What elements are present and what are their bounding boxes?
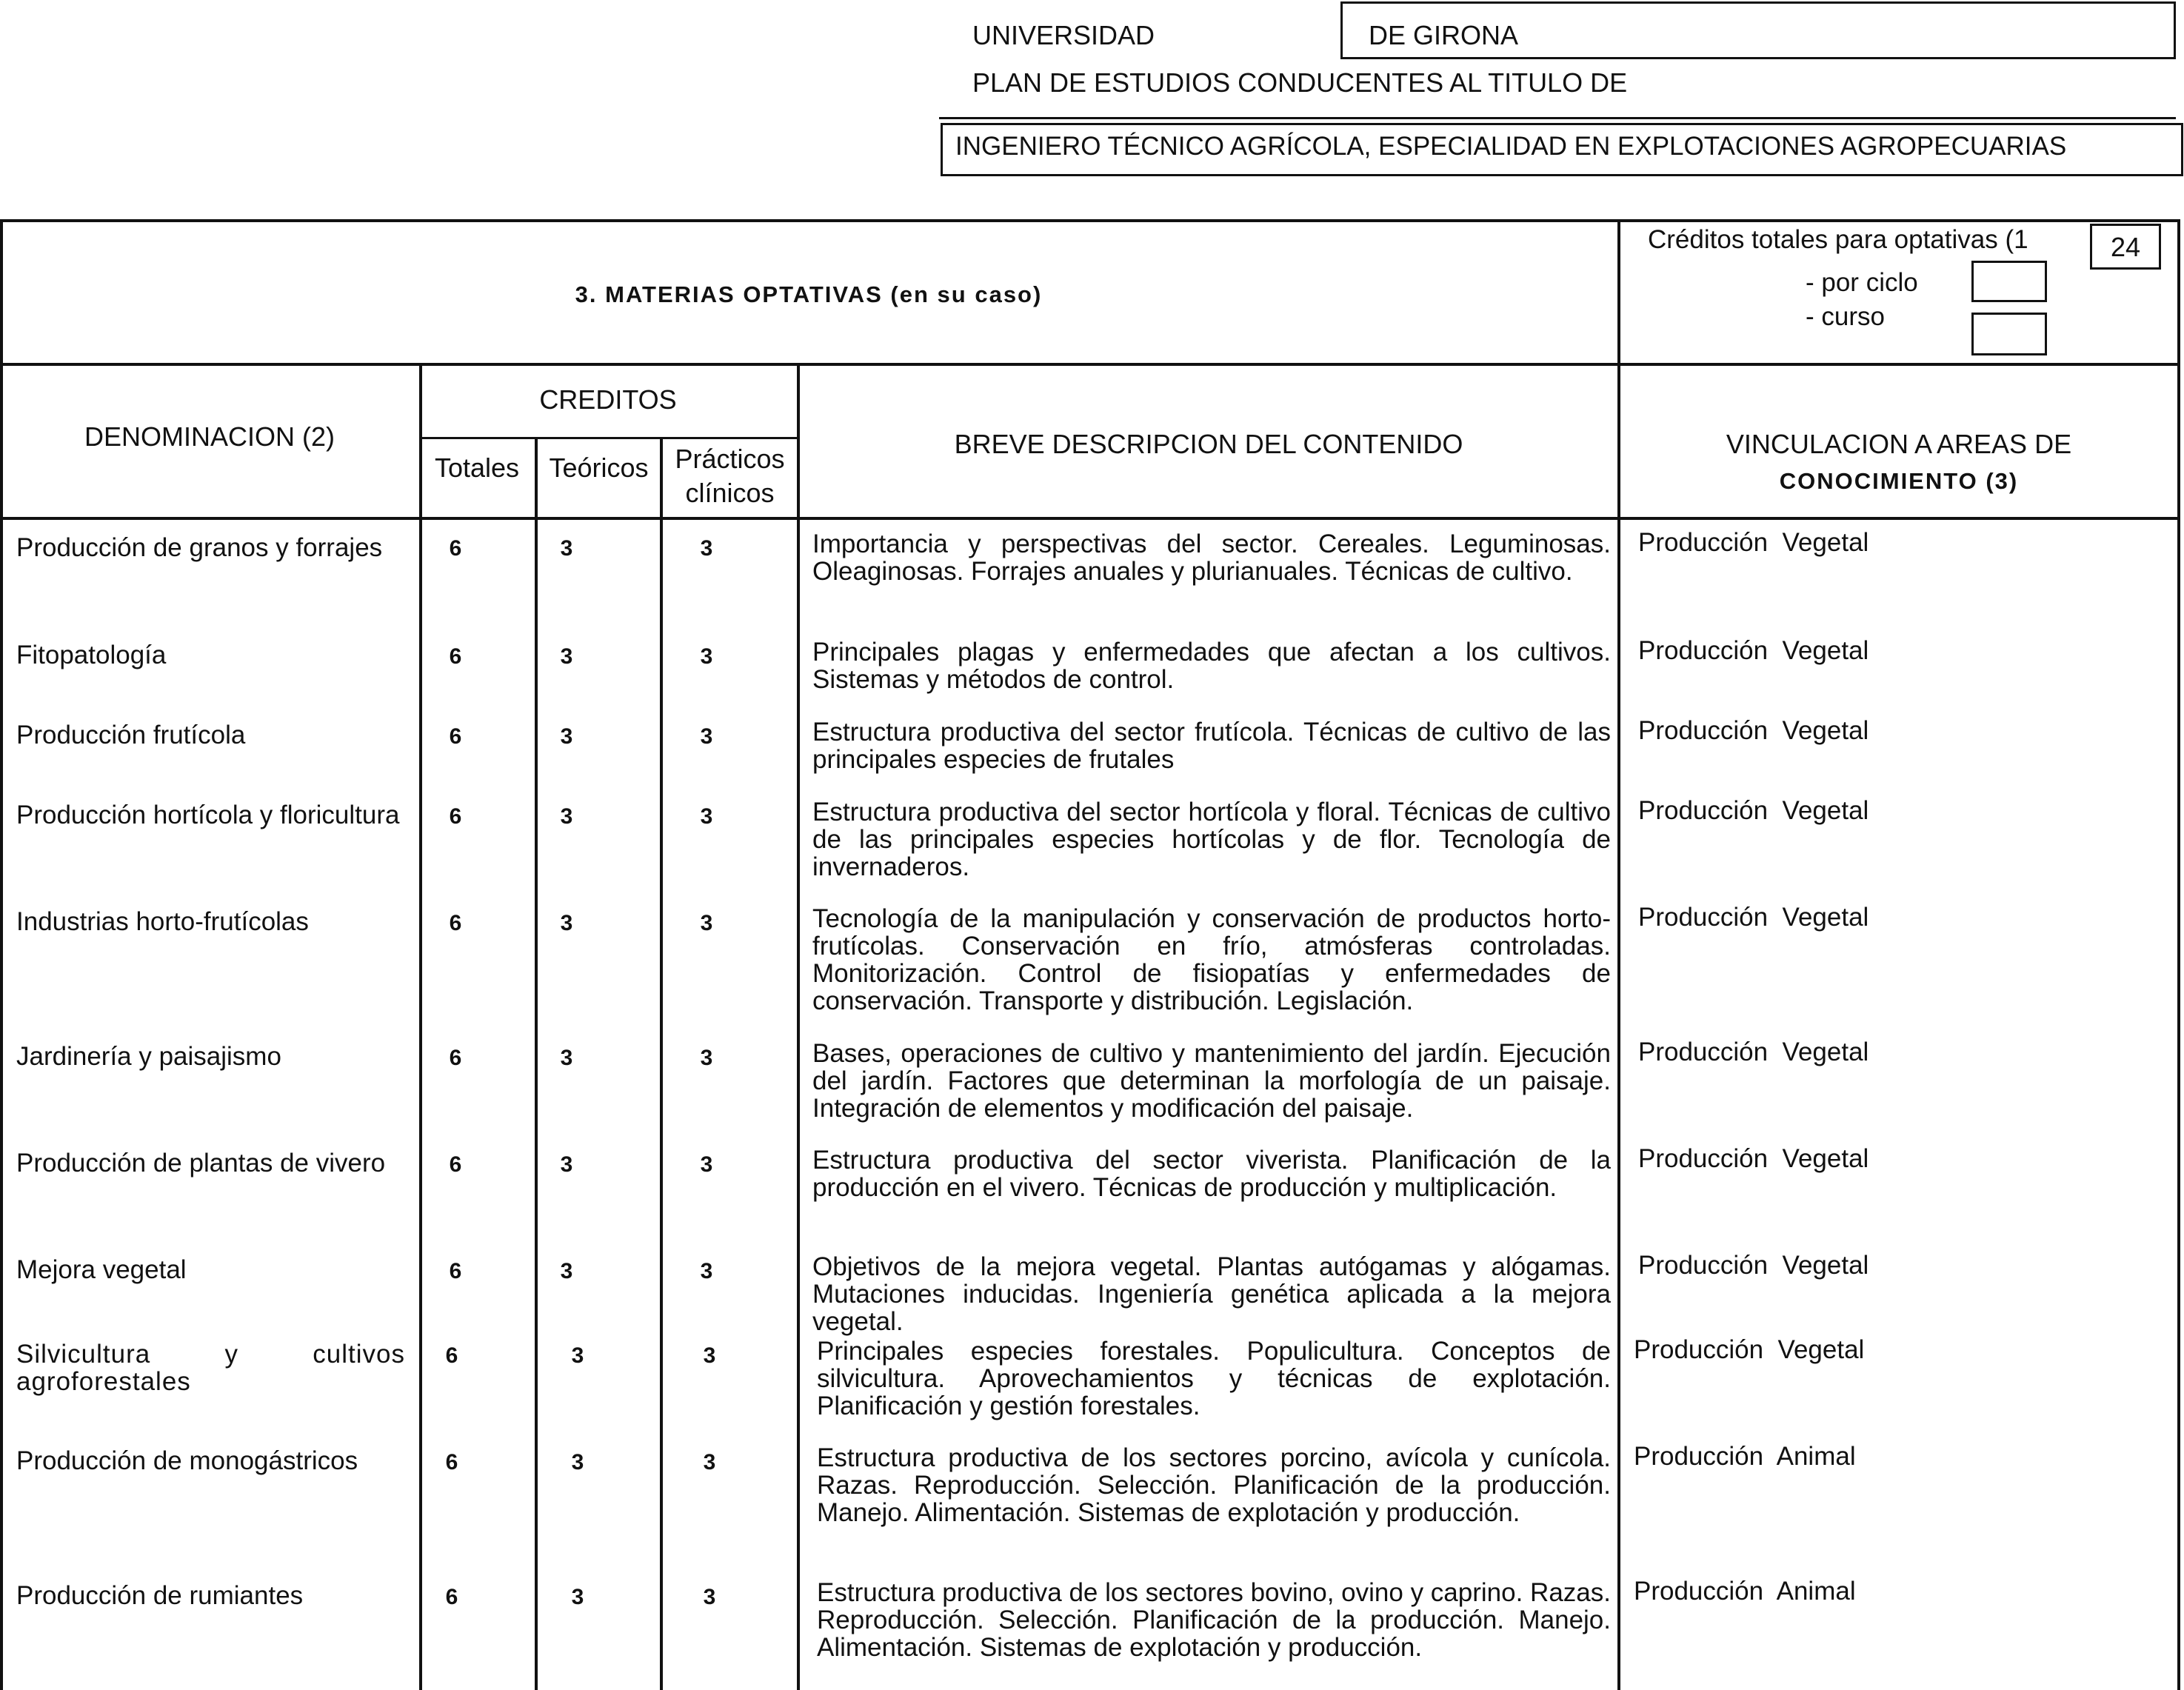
row-totales: 6	[449, 724, 462, 749]
row-totales: 6	[449, 1046, 462, 1070]
table-top-line	[0, 219, 2180, 222]
curso-box	[1971, 313, 2047, 355]
row-totales: 6	[449, 804, 462, 829]
teoricos-header: Teóricos	[549, 453, 649, 483]
row-descripcion: Estructura productiva del sector hortícola y floral. Técnicas de cultivo de las principales especies hortícolas y de flor. Tecnología de invernaderos.	[812, 798, 1611, 881]
row-totales: 6	[449, 536, 462, 561]
row-denominacion: Jardinería y paisajismo	[16, 1042, 281, 1071]
row-teoricos: 3	[560, 644, 573, 669]
por-ciclo-box	[1971, 261, 2047, 302]
vinculacion-header-line1: VINCULACION A AREAS DE	[1726, 429, 2072, 459]
row-practicos: 3	[700, 536, 713, 561]
table-right-line	[2177, 219, 2180, 1690]
row-totales: 6	[445, 1343, 458, 1368]
creditos-subheader-line	[419, 437, 797, 439]
row-totales: 6	[449, 644, 462, 669]
practicos-header-line1: Prácticos	[675, 444, 785, 474]
descripcion-header: BREVE DESCRIPCION DEL CONTENIDO	[954, 429, 1463, 459]
descripcion-divider	[797, 363, 800, 1690]
por-ciclo-label: - por ciclo	[1806, 268, 1918, 297]
row-area: Producción Vegetal	[1638, 1251, 1869, 1280]
row-totales: 6	[449, 1259, 462, 1283]
section-title: 3. MATERIAS OPTATIVAS (en su caso)	[575, 281, 1043, 307]
row-practicos: 3	[700, 1259, 713, 1283]
row-teoricos: 3	[560, 1152, 573, 1177]
row-denominacion: Silvicultura y cultivos agroforestales	[16, 1340, 405, 1396]
row-practicos: 3	[700, 644, 713, 669]
row-denominacion: Producción de monogástricos	[16, 1446, 358, 1475]
row-descripcion: Bases, operaciones de cultivo y mantenimiento del jardín. Ejecución del jardín. Factores que determinan la morfología de un paisaje. Integración de elementos y modificación del paisaje.	[812, 1039, 1611, 1123]
creditos-header: CREDITOS	[539, 384, 677, 415]
row-practicos: 3	[700, 724, 713, 749]
row-descripcion: Tecnología de la manipulación y conservación de productos horto-frutícolas. Conservación en frío, atmósferas controladas. Monitorización. Control de fisiopatías y enfermedades de conservación. Transporte y distribución. Legislación.	[812, 904, 1611, 1015]
row-area: Producción Vegetal	[1638, 1144, 1869, 1173]
row-area: Producción Vegetal	[1638, 903, 1869, 932]
row-teoricos: 3	[560, 911, 573, 935]
universidad-label: UNIVERSIDAD	[972, 20, 1155, 50]
universidad-value: DE GIRONA	[1369, 20, 1519, 50]
row-totales: 6	[445, 1450, 458, 1474]
row-denominacion: Producción hortícola y floricultura	[16, 801, 400, 829]
row-practicos: 3	[703, 1343, 716, 1368]
row-teoricos: 3	[560, 724, 573, 749]
row-practicos: 3	[703, 1585, 716, 1609]
creditos-totales-value: 24	[2110, 232, 2141, 262]
row-denominacion: Industrias horto-frutícolas	[16, 907, 309, 936]
row-practicos: 3	[700, 1152, 713, 1177]
denominacion-header: DENOMINACION (2)	[84, 421, 335, 452]
row-practicos: 3	[700, 911, 713, 935]
row-practicos: 3	[700, 1046, 713, 1070]
row-denominacion: Mejora vegetal	[16, 1255, 187, 1284]
plan-label: PLAN DE ESTUDIOS CONDUCENTES AL TITULO DE	[972, 67, 1628, 98]
section-header-line	[0, 363, 2180, 366]
row-teoricos: 3	[571, 1585, 584, 1609]
row-practicos: 3	[700, 804, 713, 829]
row-teoricos: 3	[560, 1046, 573, 1070]
row-denominacion: Producción frutícola	[16, 721, 246, 749]
curso-label: - curso	[1806, 302, 1885, 331]
row-descripcion: Principales especies forestales. Populicultura. Conceptos de silvicultura. Aprovechamientos y técnicas de explotación. Planificación y gestión forestales.	[817, 1337, 1611, 1420]
creditos-totales-label: Créditos totales para optativas (1	[1648, 225, 2028, 254]
row-area: Producción Vegetal	[1638, 528, 1869, 557]
row-totales: 6	[445, 1585, 458, 1609]
row-descripcion: Principales plagas y enfermedades que afectan a los cultivos. Sistemas y métodos de control.	[812, 638, 1611, 694]
row-area: Producción Vegetal	[1638, 1038, 1869, 1066]
plan-underline	[939, 117, 2176, 119]
practicos-header-line2: clínicos	[685, 478, 775, 508]
row-teoricos: 3	[560, 1259, 573, 1283]
row-descripcion: Estructura productiva del sector viverista. Planificación de la producción en el vivero. Técnicas de producción y multiplicación.	[812, 1146, 1611, 1202]
row-teoricos: 3	[571, 1343, 584, 1368]
row-practicos: 3	[703, 1450, 716, 1474]
teoricos-divider	[660, 438, 663, 1690]
titulo-text: INGENIERO TÉCNICO AGRÍCOLA, ESPECIALIDAD EN EXPLOTACIONES AGROPECUARIAS	[955, 132, 2067, 161]
row-denominacion: Producción de plantas de vivero	[16, 1149, 386, 1178]
denominacion-divider	[419, 363, 422, 1690]
row-area: Producción Animal	[1634, 1577, 1856, 1606]
row-descripcion: Estructura productiva del sector frutícola. Técnicas de cultivo de las principales especies de frutales	[812, 718, 1611, 774]
row-teoricos: 3	[571, 1450, 584, 1474]
row-area: Producción Vegetal	[1638, 716, 1869, 745]
row-area: Producción Vegetal	[1634, 1335, 1865, 1364]
row-teoricos: 3	[560, 804, 573, 829]
row-area: Producción Vegetal	[1638, 796, 1869, 825]
row-denominacion: Fitopatología	[16, 641, 167, 669]
row-area: Producción Vegetal	[1638, 636, 1869, 665]
column-header-line	[0, 517, 2180, 520]
row-area: Producción Animal	[1634, 1442, 1856, 1471]
totales-divider	[535, 438, 538, 1690]
row-totales: 6	[449, 1152, 462, 1177]
vinculacion-header-line2: CONOCIMIENTO (3)	[1779, 468, 2019, 494]
row-descripcion: Objetivos de la mejora vegetal. Plantas autógamas y alógamas. Mutaciones inducidas. Ingeniería genética aplicada a la mejora vegetal.	[812, 1252, 1611, 1336]
row-denominacion: Producción de granos y forrajes	[16, 533, 383, 562]
row-totales: 6	[449, 911, 462, 935]
row-denominacion: Producción de rumiantes	[16, 1581, 304, 1610]
row-teoricos: 3	[560, 536, 573, 561]
row-descripcion: Importancia y perspectivas del sector. Cereales. Leguminosas. Oleaginosas. Forrajes anuales y plurianuales. Técnicas de cultivo.	[812, 530, 1611, 586]
row-descripcion: Estructura productiva de los sectores bovino, ovino y caprino. Razas. Reproducción. Selección. Planificación de la producción. Manejo. Alimentación. Sistemas de explotación y producción.	[817, 1578, 1611, 1662]
row-descripcion: Estructura productiva de los sectores porcino, avícola y cunícola. Razas. Reproducción. Selección. Planificación de la producción. Manejo. Alimentación. Sistemas de explotación y producción.	[817, 1443, 1611, 1527]
totales-header: Totales	[434, 453, 520, 483]
